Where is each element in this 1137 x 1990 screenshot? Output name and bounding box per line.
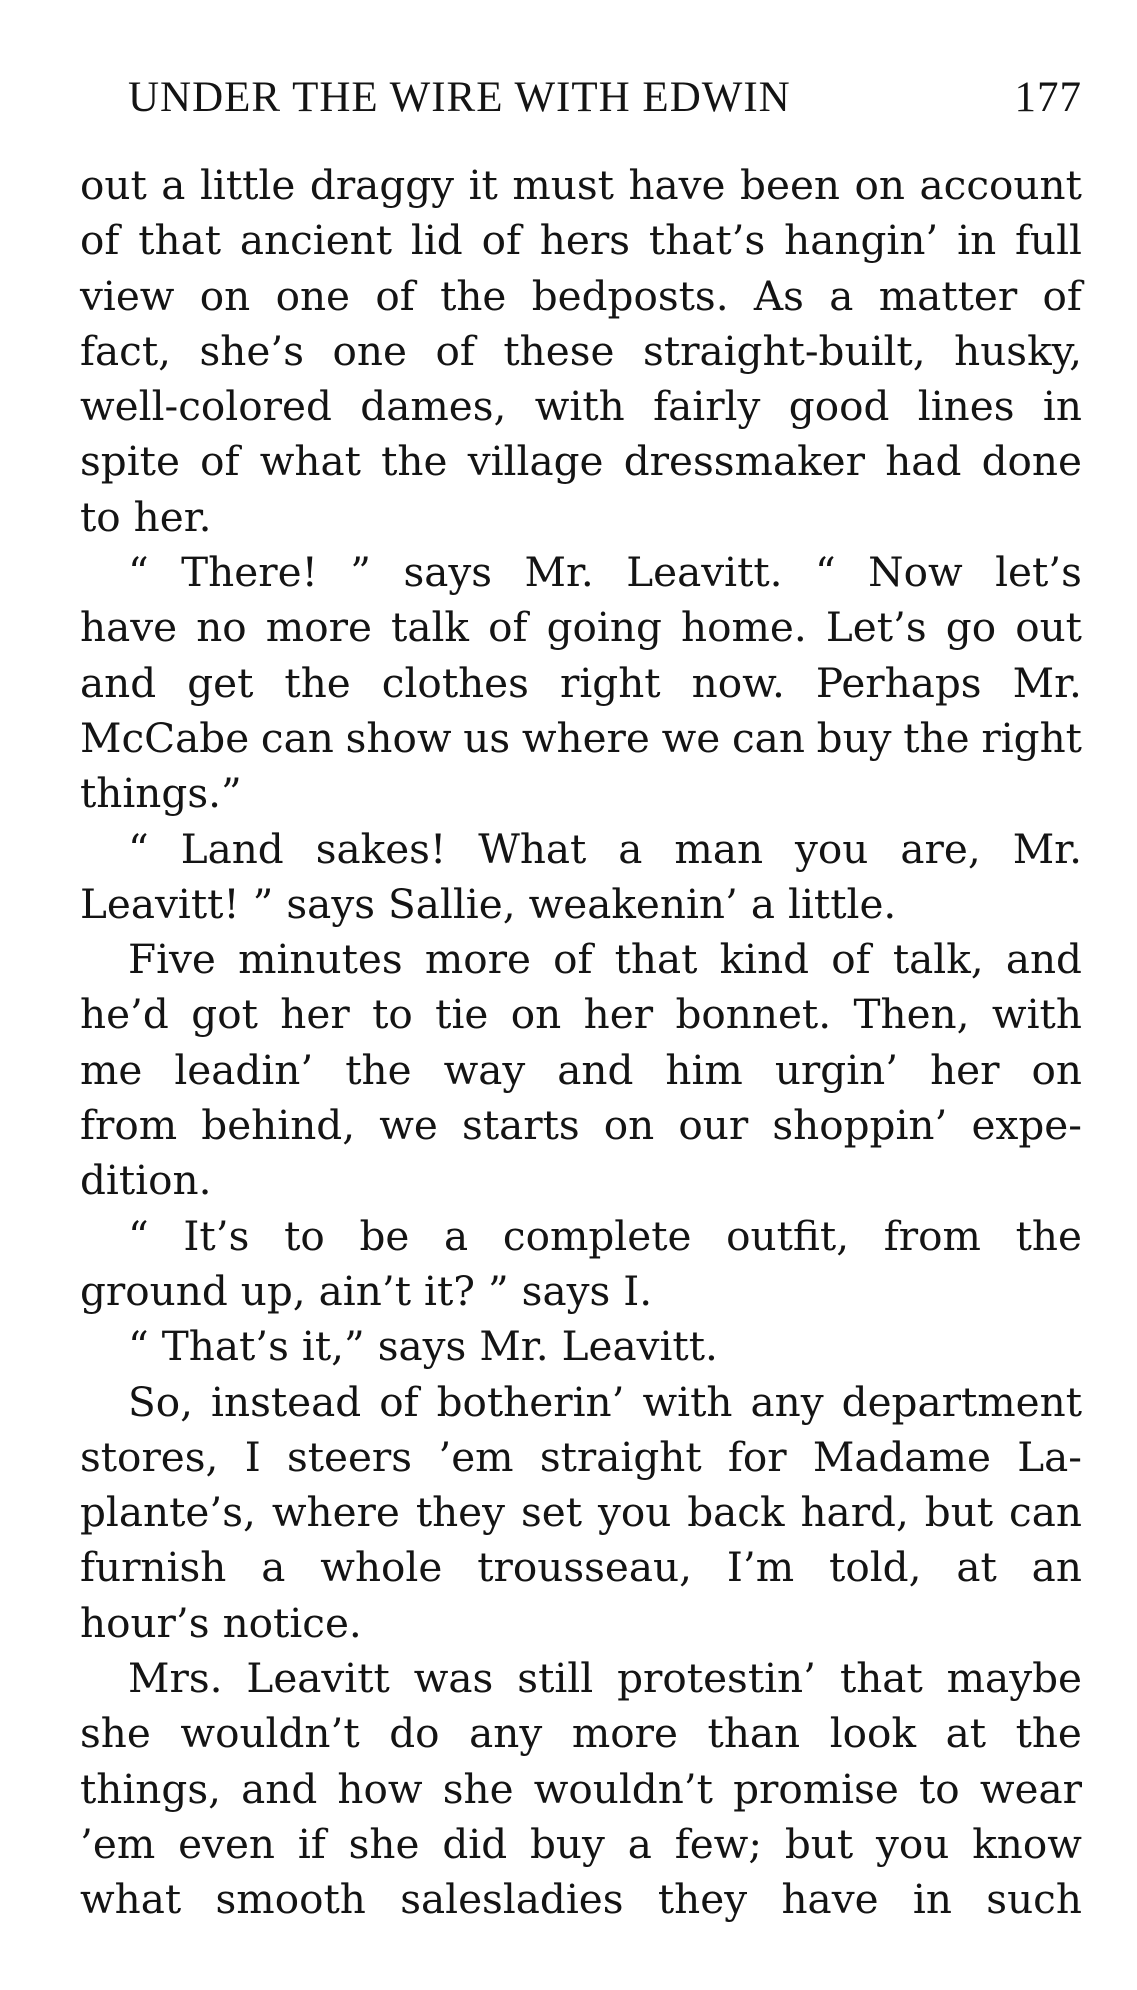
word: her: [280, 990, 350, 1039]
word: right: [559, 658, 661, 707]
word: the: [1015, 1709, 1082, 1758]
word: that: [614, 935, 698, 984]
word: must: [512, 161, 614, 209]
word: maybe: [946, 1654, 1082, 1703]
word: and: [1005, 935, 1082, 984]
word: it,”: [301, 1322, 365, 1371]
word: home.: [681, 603, 807, 652]
word: out: [1015, 603, 1082, 652]
word: promise: [733, 1764, 899, 1813]
word: do: [389, 1709, 440, 1758]
word: where: [521, 713, 650, 762]
word: more: [571, 1709, 678, 1758]
word: says: [521, 1266, 611, 1315]
word: full: [1015, 216, 1082, 265]
word: know: [972, 1819, 1082, 1868]
word: whole: [320, 1543, 443, 1592]
word: “: [814, 548, 836, 597]
word: up,: [240, 1266, 306, 1315]
word: of: [831, 935, 871, 984]
text-line: [80, 656, 1082, 711]
word: Mr.: [1012, 824, 1082, 873]
word: it?: [424, 1266, 475, 1315]
word: any: [469, 1709, 543, 1758]
word: urgin’: [774, 1045, 899, 1094]
word: things.”: [80, 769, 242, 818]
word: steers: [286, 1432, 413, 1481]
word: clothes: [381, 658, 529, 707]
word: Mr.: [524, 548, 594, 597]
word: get: [187, 658, 254, 707]
word: but: [924, 1488, 994, 1537]
text-line: [80, 1209, 1082, 1264]
word: any: [750, 1377, 824, 1426]
text-line: [80, 324, 1082, 379]
word: to: [80, 492, 121, 541]
word: wouldn’t: [533, 1764, 713, 1813]
word: at: [945, 1709, 986, 1758]
word: few;: [674, 1819, 762, 1868]
text-line: [80, 1153, 1082, 1208]
word: instead: [211, 1377, 362, 1426]
running-head: [128, 68, 1082, 128]
word: outfit,: [726, 1211, 850, 1260]
word: Mr.: [1012, 658, 1082, 707]
text-line: [80, 158, 1082, 213]
text-line: [80, 1264, 1082, 1319]
text-line: [80, 1485, 1082, 1540]
word: man: [674, 824, 764, 873]
word: Mr.: [479, 1322, 549, 1371]
word: more: [424, 935, 531, 984]
word: they: [415, 1488, 506, 1537]
word: village: [467, 437, 604, 486]
word: the: [903, 713, 970, 762]
word: such: [986, 1875, 1082, 1924]
word: on: [854, 161, 905, 209]
word: of: [553, 935, 593, 984]
word: the: [440, 271, 507, 320]
word: a: [627, 1819, 652, 1868]
word: ”: [487, 1266, 509, 1315]
word: how: [337, 1764, 423, 1813]
word: spite: [80, 437, 180, 486]
word: Leavitt.: [561, 1322, 718, 1371]
word: with: [642, 1377, 733, 1426]
word: from: [883, 1211, 981, 1260]
word: to: [372, 990, 413, 1039]
word: our: [678, 1101, 749, 1150]
word: account: [919, 161, 1082, 209]
word: department: [841, 1377, 1082, 1426]
word: a: [261, 1543, 286, 1592]
word: where: [271, 1488, 400, 1537]
word: Leavitt.: [626, 548, 783, 597]
word: the: [381, 437, 448, 486]
word: Madame: [812, 1432, 991, 1481]
word: him: [665, 1045, 743, 1094]
text-line: [80, 932, 1082, 987]
word: lines: [917, 382, 1015, 431]
word: It’s: [183, 1211, 250, 1260]
word: she: [348, 1819, 420, 1868]
word: she: [80, 1709, 151, 1758]
word: wear: [979, 1764, 1082, 1813]
word: been: [740, 161, 840, 209]
word: one: [332, 326, 407, 375]
text-line: [80, 766, 1082, 821]
word: Five: [128, 935, 216, 984]
word: can: [1009, 1488, 1082, 1537]
text-line: [80, 877, 1082, 932]
word: complete: [502, 1211, 692, 1260]
word: in: [957, 216, 997, 265]
word: ancient: [239, 216, 393, 265]
word: a: [829, 271, 854, 320]
word: than: [707, 1709, 801, 1758]
word: bedposts.: [531, 271, 729, 320]
word: behind,: [201, 1101, 356, 1150]
word: it: [468, 161, 498, 209]
word: her.: [133, 492, 212, 541]
word: stores,: [80, 1432, 219, 1481]
text-line: [80, 213, 1082, 268]
word: fact,: [80, 326, 171, 375]
word: her: [930, 1045, 1000, 1094]
word: “: [128, 548, 149, 597]
word: La-: [1017, 1432, 1082, 1481]
word: no: [196, 603, 247, 652]
word: in: [912, 1875, 952, 1924]
word: of: [80, 216, 120, 265]
word: of: [1042, 271, 1082, 320]
word: way: [443, 1045, 526, 1094]
word: kind: [719, 935, 810, 984]
text-line: [80, 1596, 1082, 1651]
word: of: [375, 271, 415, 320]
word: the: [345, 1045, 412, 1094]
word: dition.: [80, 1156, 212, 1205]
running-head-title: UNDER THE WIRE WITH EDWIN: [128, 74, 791, 121]
word: the: [1015, 1211, 1082, 1260]
word: with: [534, 382, 625, 431]
text-line: [80, 1043, 1082, 1098]
word: her: [583, 990, 654, 1039]
text-line: [80, 1098, 1082, 1153]
word: let’s: [995, 548, 1082, 597]
word: more: [265, 603, 372, 652]
word: McCabe: [80, 713, 250, 762]
word: done: [981, 437, 1082, 486]
word: wouldn’t: [180, 1709, 360, 1758]
word: smooth: [215, 1875, 366, 1924]
word: Leavitt!: [80, 879, 240, 928]
word: little: [199, 161, 296, 209]
word: have: [80, 603, 178, 652]
word: There!: [181, 548, 318, 597]
text-line: [80, 379, 1082, 434]
word: have: [628, 161, 726, 209]
word: a: [618, 824, 643, 873]
word: what: [80, 1875, 182, 1924]
word: “: [128, 1211, 149, 1260]
word: little.: [788, 879, 897, 928]
word: expe-: [971, 1101, 1082, 1150]
word: right: [981, 713, 1082, 762]
word: ”: [252, 879, 274, 928]
word: talk: [391, 603, 469, 652]
word: well-colored: [80, 382, 332, 431]
word: he’d: [80, 990, 169, 1039]
word: trousseau,: [477, 1543, 692, 1592]
word: Mrs.: [128, 1654, 223, 1703]
word: says: [286, 879, 375, 928]
word: So,: [128, 1377, 194, 1426]
word: a: [750, 879, 776, 928]
word: go: [945, 603, 997, 652]
word: look: [829, 1709, 916, 1758]
word: one: [275, 271, 351, 320]
word: can: [260, 713, 334, 762]
word: was: [413, 1654, 494, 1703]
word: on: [199, 271, 251, 320]
word: plante’s,: [80, 1488, 256, 1537]
word: going: [546, 603, 662, 652]
word: protestin’: [617, 1654, 817, 1703]
word: hangin’: [784, 216, 939, 265]
word: bonnet.: [675, 990, 832, 1039]
word: on: [1031, 1045, 1082, 1094]
word: I.: [623, 1266, 653, 1315]
word: Perhaps: [815, 658, 982, 707]
word: minutes: [238, 935, 403, 984]
text-line: [80, 1651, 1082, 1706]
word: we: [379, 1101, 438, 1150]
text-line: [80, 1817, 1082, 1872]
word: an: [1031, 1543, 1082, 1592]
word: and: [557, 1045, 634, 1094]
word: matter: [878, 271, 1018, 320]
word: ’em: [80, 1819, 156, 1868]
word: but: [784, 1819, 854, 1868]
body-text: [80, 158, 1082, 1928]
word: out: [80, 161, 147, 209]
word: Now: [868, 548, 963, 597]
text-line: [80, 822, 1082, 877]
text-line: [80, 1375, 1082, 1430]
word: of: [200, 437, 240, 486]
word: us: [463, 713, 511, 762]
word: on: [603, 1101, 655, 1150]
word: That’s: [161, 1322, 289, 1371]
word: with: [991, 990, 1082, 1039]
word: got: [191, 990, 258, 1039]
word: starts: [462, 1101, 580, 1150]
text-line: [80, 1430, 1082, 1485]
word: ’em: [438, 1432, 514, 1481]
word: Sallie,: [387, 879, 516, 928]
word: ain’t: [318, 1266, 411, 1315]
word: that’s: [648, 216, 766, 265]
text-line: [80, 987, 1082, 1042]
word: weakenin’: [528, 879, 738, 928]
word: dames,: [360, 382, 507, 431]
word: says: [377, 1322, 467, 1371]
word: I: [244, 1432, 261, 1481]
word: on: [510, 990, 562, 1039]
word: straight: [539, 1432, 702, 1481]
word: still: [517, 1654, 594, 1703]
word: As: [753, 271, 804, 320]
word: can: [732, 713, 805, 762]
word: from: [80, 1101, 178, 1150]
word: now.: [691, 658, 785, 707]
text-line: [80, 490, 1082, 545]
text-line: [80, 1762, 1082, 1817]
word: to: [919, 1764, 960, 1813]
word: of: [488, 603, 528, 652]
word: we: [661, 713, 721, 762]
word: these: [503, 326, 615, 375]
word: things,: [80, 1764, 221, 1813]
word: told,: [829, 1543, 922, 1592]
word: have: [781, 1875, 879, 1924]
word: dressmaker: [623, 437, 865, 486]
word: at: [956, 1543, 997, 1592]
text-line: [80, 600, 1082, 655]
word: and: [80, 658, 157, 707]
word: hour’s: [80, 1598, 210, 1647]
word: buy: [816, 713, 892, 762]
word: buy: [529, 1819, 605, 1868]
word: in: [1042, 382, 1082, 431]
word: of: [481, 216, 521, 265]
word: you: [597, 1488, 672, 1537]
word: did: [442, 1819, 508, 1868]
word: leadin’: [174, 1045, 314, 1094]
word: straight-built,: [643, 326, 926, 375]
word: me: [80, 1045, 143, 1094]
word: back: [687, 1488, 785, 1537]
word: lid: [410, 216, 463, 265]
word: that: [138, 216, 221, 265]
text-line: [80, 711, 1082, 766]
word: are,: [900, 824, 981, 873]
word: you: [795, 824, 869, 873]
text-line: [80, 269, 1082, 324]
word: ground: [80, 1266, 228, 1315]
word: What: [478, 824, 587, 873]
word: notice.: [222, 1598, 362, 1647]
word: if: [297, 1819, 326, 1868]
word: botherin’: [436, 1377, 625, 1426]
word: good: [788, 382, 890, 431]
word: talk,: [892, 935, 984, 984]
word: to: [284, 1211, 325, 1260]
word: shoppin’: [772, 1101, 948, 1150]
word: sakes!: [315, 824, 447, 873]
text-line: [80, 434, 1082, 489]
word: hard,: [800, 1488, 909, 1537]
word: furnish: [80, 1543, 227, 1592]
text-line: [80, 1706, 1082, 1761]
word: of: [435, 326, 475, 375]
word: Leavitt: [246, 1654, 390, 1703]
text-line: [80, 1319, 1082, 1374]
word: fairly: [653, 382, 761, 431]
word: be: [359, 1211, 410, 1260]
word: Then,: [853, 990, 970, 1039]
word: had: [885, 437, 962, 486]
word: she’s: [199, 326, 304, 375]
word: a: [161, 161, 186, 209]
word: view: [80, 271, 175, 320]
word: a: [444, 1211, 469, 1260]
word: draggy: [309, 161, 455, 209]
word: show: [345, 713, 452, 762]
word: husky,: [954, 326, 1082, 375]
word: they: [657, 1875, 748, 1924]
word: set: [520, 1488, 582, 1537]
word: what: [259, 437, 361, 486]
text-line: [80, 1872, 1082, 1927]
word: she: [442, 1764, 514, 1813]
word: “: [128, 1322, 149, 1371]
word: and: [241, 1764, 318, 1813]
word: ”: [350, 548, 372, 597]
text-line: [80, 1540, 1082, 1595]
word: “: [128, 824, 149, 873]
word: says: [403, 548, 493, 597]
word: salesladies: [400, 1875, 624, 1924]
word: the: [284, 658, 351, 707]
word: for: [727, 1432, 787, 1481]
text-line: [80, 545, 1082, 600]
page-number: 177: [1014, 74, 1082, 121]
word: that: [839, 1654, 923, 1703]
word: tie: [435, 990, 489, 1039]
word: Let’s: [825, 603, 927, 652]
word: hers: [539, 216, 630, 265]
word: Land: [180, 824, 284, 873]
word: you: [875, 1819, 950, 1868]
word: of: [379, 1377, 419, 1426]
word: even: [178, 1819, 275, 1868]
word: I’m: [726, 1543, 795, 1592]
